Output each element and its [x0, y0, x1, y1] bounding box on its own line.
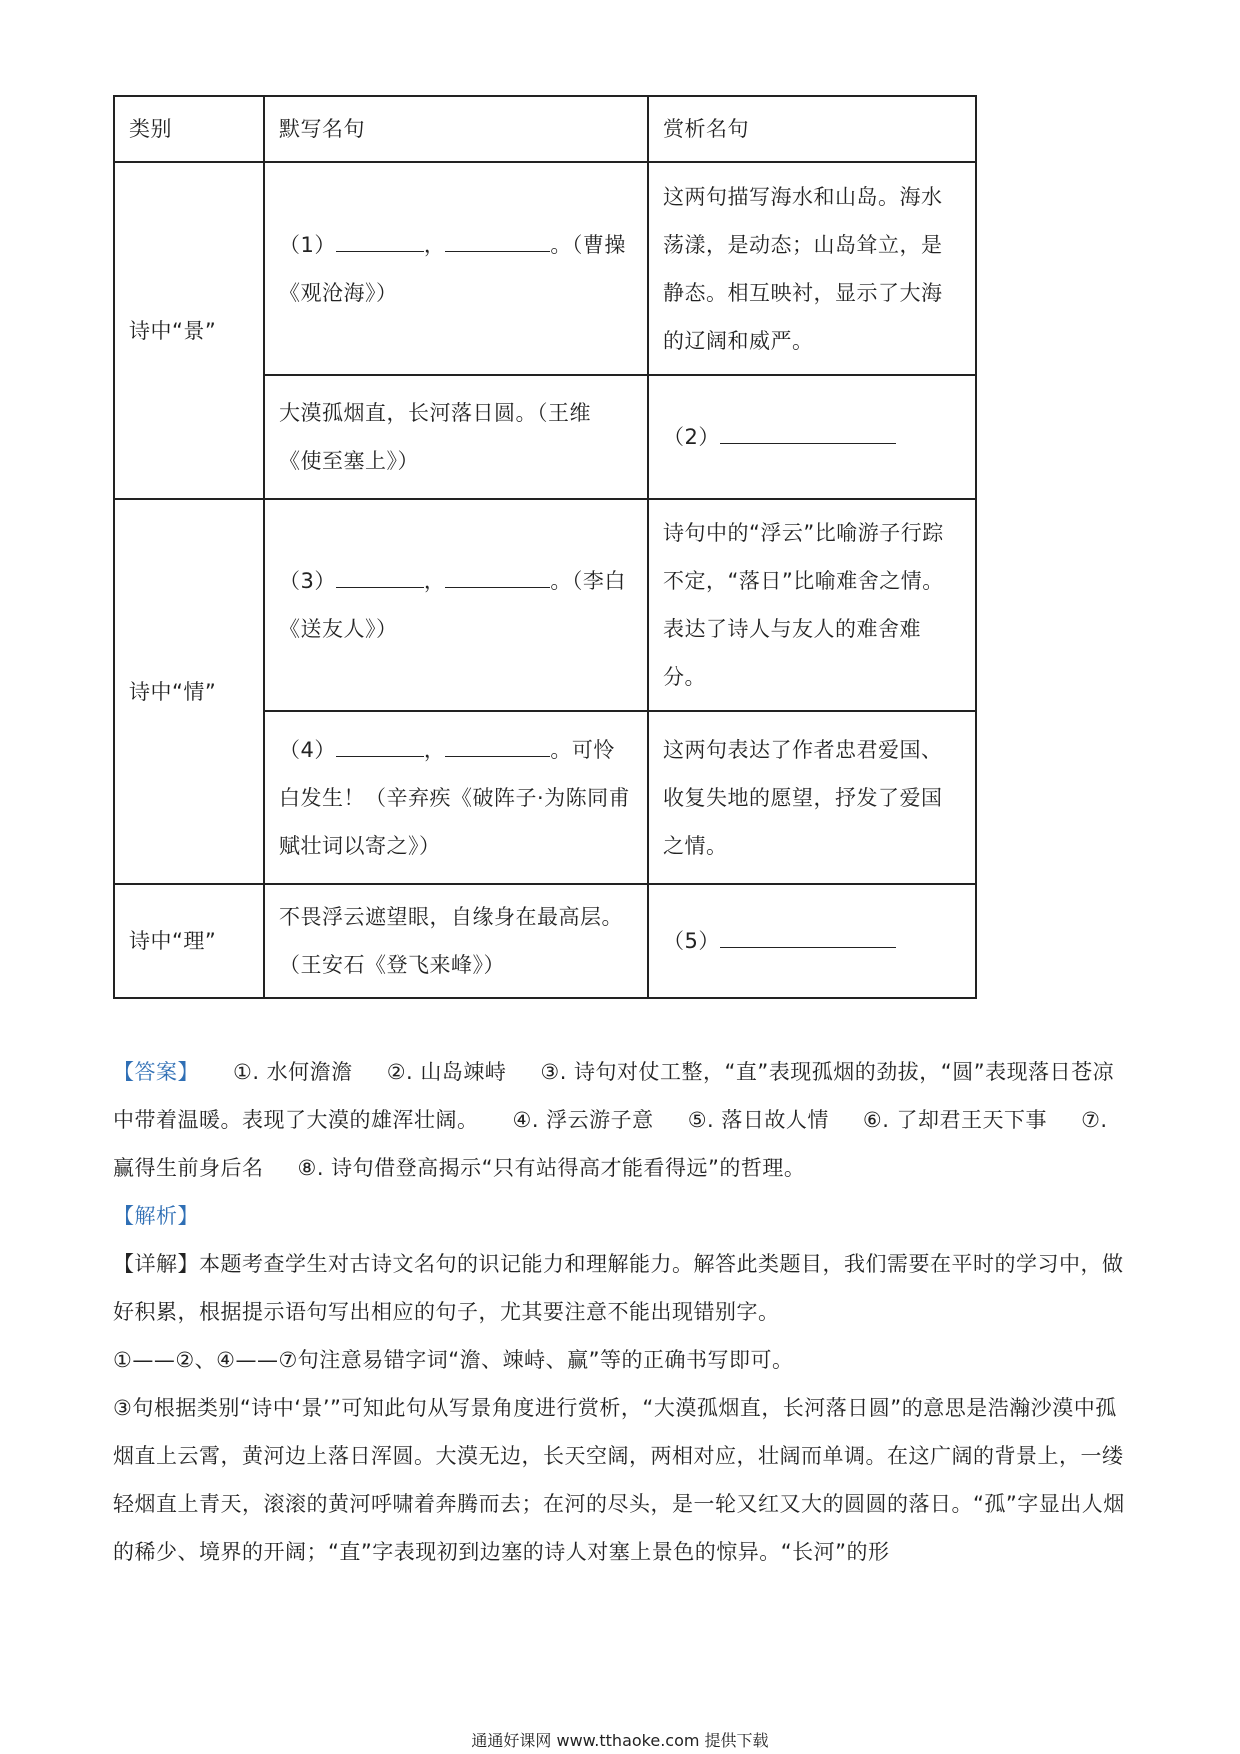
category-cell: 诗中“情” — [114, 499, 264, 884]
category-cell: 诗中“景” — [114, 162, 264, 499]
fill-blank[interactable] — [336, 736, 424, 757]
analysis-paragraph: ①——②、④——⑦句注意易错字词“澹、竦峙、赢”等的正确书写即可。 — [113, 1348, 794, 1372]
quote-cell: 不畏浮云遮望眼，自缘身在最高层。（王安石《登飞来峰》） — [264, 884, 648, 998]
fill-blank[interactable] — [720, 423, 896, 444]
answer-item: ①. 水何澹澹 — [233, 1060, 353, 1084]
fill-blank[interactable] — [445, 736, 550, 757]
answer-item: ⑥. 了却君王天下事 — [862, 1108, 1048, 1132]
answer-item: ⑧. 诗句借登高揭示“只有站得高才能看得远”的哲理。 — [297, 1156, 806, 1180]
answer-item: ②. 山岛竦峙 — [386, 1060, 507, 1084]
answer-item: ④. 浮云游子意 — [512, 1108, 654, 1132]
appreciation-cell: 这两句表达了作者忠君爱国、收复失地的愿望，抒发了爱国之情。 — [648, 711, 976, 884]
header-appreciation: 赏析名句 — [648, 96, 976, 162]
table-row — [114, 499, 976, 711]
answer-item: ⑤. 落日故人情 — [687, 1108, 829, 1132]
quote-cell: （1） ， 。（曹操《观沧海》） — [264, 162, 648, 375]
analysis-paragraph: ③句根据类别“诗中‘景’”可知此句从写景角度进行赏析，“大漠孤烟直，长河落日圆”的意思是浩瀚沙漠中孤烟直上云霄，黄河边上落日浑圆。大漠无边，长天空阔，两相对应，壮阔而单调。在这广阔的背景上，一缕轻烟直上青天，滚滚的黄河呼啸着奔腾而去；在河的尽头，是一轮又红又大的圆圆的落日。“孤”字显出人烟的稀少、境界的开阔；“直”字表现初到边塞的诗人对塞上景色的惊异。“长河”的形 — [113, 1396, 1125, 1564]
fill-blank[interactable] — [336, 567, 424, 588]
fill-blank[interactable] — [445, 567, 550, 588]
answer-item: ③. 诗句对仗工整，“直”表现孤烟的劲拔，“圆”表现落日苍凉中带着温暖。表现了大漠的雄浑壮阔。 — [113, 1060, 1115, 1132]
page-footer: 通通好课网 www.tthaoke.com 提供下载 — [471, 1731, 769, 1750]
analysis-label: 【解析】 — [113, 1204, 199, 1228]
quote-cell: （4） ， 。可怜白发生！（辛弃疾《破阵子·为陈同甫赋壮词以寄之》） — [264, 711, 648, 884]
header-category: 类别 — [114, 96, 264, 162]
appreciation-cell: （2） — [648, 375, 976, 499]
quote-cell: （3） ， 。（李白《送友人》） — [264, 499, 648, 711]
category-cell: 诗中“理” — [114, 884, 264, 998]
fill-blank[interactable] — [445, 231, 550, 252]
answer-item: ⑦. 赢得生前身后名 — [113, 1108, 1108, 1180]
appreciation-cell: 这两句描写海水和山岛。海水荡漾，是动态；山岛耸立，是静态。相互映衬，显示了大海的辽阔和威严。 — [648, 162, 976, 375]
answer-section — [113, 1048, 1133, 1576]
analysis-paragraph: 【详解】本题考查学生对古诗文名句的识记能力和理解能力。解答此类题目，我们需要在平时的学习中，做好积累，根据提示语句写出相应的句子，尤其要注意不能出现错别字。 — [113, 1252, 1124, 1324]
appreciation-cell: 诗句中的“浮云”比喻游子行踪不定，“落日”比喻难舍之情。表达了诗人与友人的难舍难分。 — [648, 499, 976, 711]
table-row — [114, 162, 976, 375]
answer-label: 【答案】 — [113, 1060, 199, 1084]
quote-cell: 大漠孤烟直，长河落日圆。（王维《使至塞上》） — [264, 375, 648, 499]
table-header-row — [114, 96, 976, 162]
poetry-table — [113, 95, 977, 999]
header-quote: 默写名句 — [264, 96, 648, 162]
fill-blank[interactable] — [336, 231, 424, 252]
appreciation-cell: （5） — [648, 884, 976, 998]
fill-blank[interactable] — [720, 927, 896, 948]
table-row — [114, 884, 976, 998]
detail-label: 【详解】 — [113, 1252, 199, 1276]
